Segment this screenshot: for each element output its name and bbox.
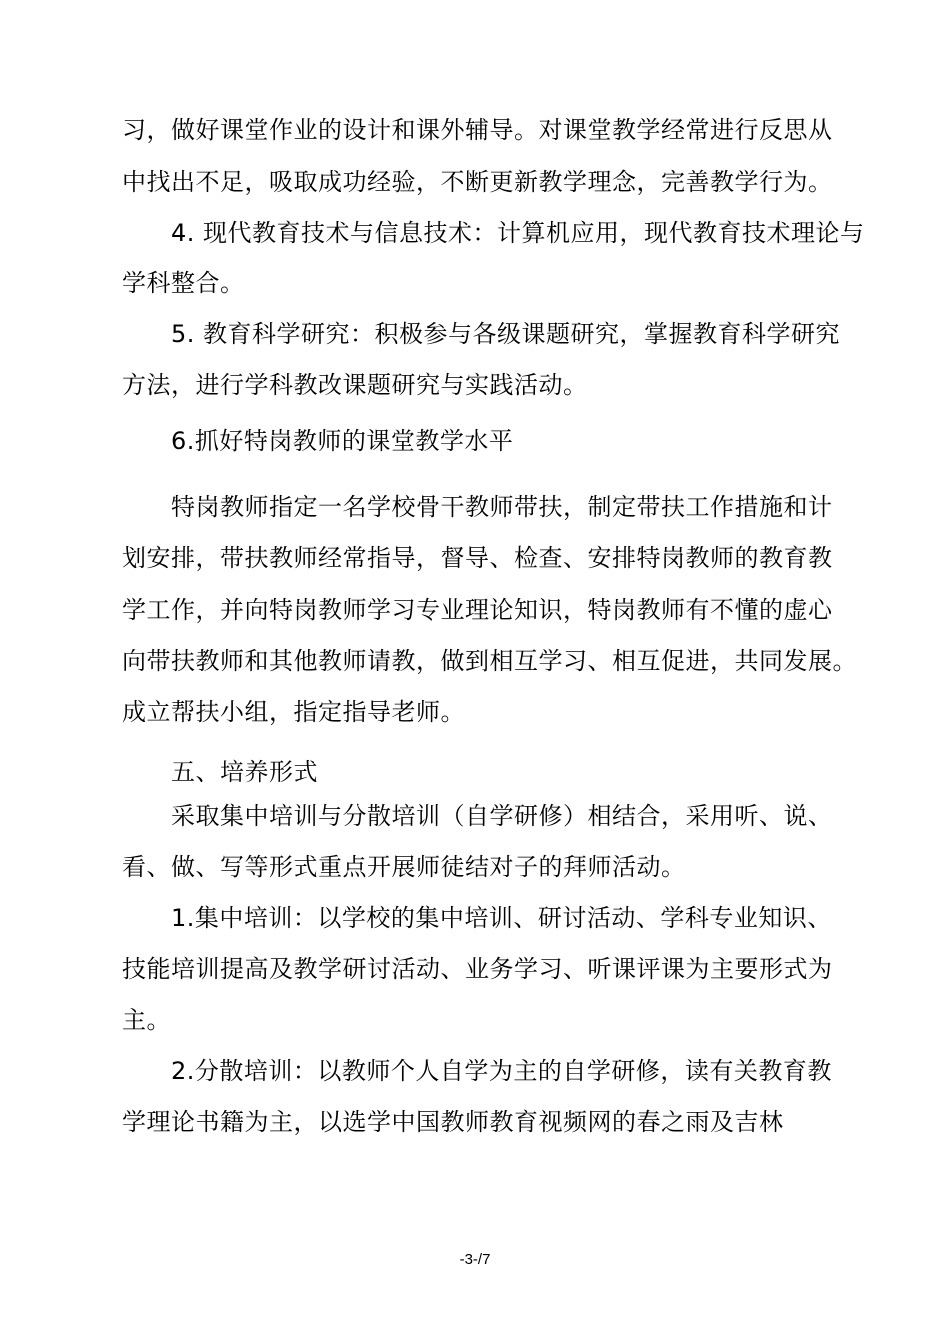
body-text-line: 划安排，带扶教师经常指导，督导、检查、安排特岗教师的教育教 [122, 544, 833, 572]
body-text-line: 5. 教育科学研究：积极参与各级课题研究，掌握教育科学研究 [171, 320, 841, 348]
body-text-line: 中找出不足，吸取成功经验，不断更新教学理念，完善教学行为。 [122, 168, 833, 196]
body-text-line: 成立帮扶小组，指定指导老师。 [122, 698, 465, 726]
body-text-line: 学工作，并向特岗教师学习专业理论知识，特岗教师有不懂的虚心 [122, 596, 833, 624]
body-text-line: 学理论书籍为主，以选学中国教师教育视频网的春之雨及吉林 [122, 1108, 784, 1136]
body-text-line: 2.分散培训：以教师个人自学为主的自学研修，读有关教育教 [171, 1057, 832, 1085]
body-text-line: 看、做、写等形式重点开展师徒结对子的拜师活动。 [122, 853, 686, 881]
page-number: -3-/7 [459, 1251, 491, 1268]
body-text-line: 习，做好课堂作业的设计和课外辅导。对课堂教学经常进行反思从 [122, 116, 833, 144]
body-text-line: 1.集中培训：以学校的集中培训、研讨活动、学科专业知识、 [171, 904, 832, 932]
body-text-line: 方法，进行学科教改课题研究与实践活动。 [122, 371, 588, 399]
body-text-line: 学科整合。 [122, 269, 245, 297]
body-text-line: 向带扶教师和其他教师请教，做到相互学习、相互促进，共同发展。 [122, 647, 857, 675]
body-text-line: 主。 [122, 1006, 171, 1034]
body-text-line: 采取集中培训与分散培训（自学研修）相结合，采用听、说、 [171, 802, 833, 830]
subheading: 6.抓好特岗教师的课堂教学水平 [171, 427, 514, 455]
body-text-line: 技能培训提高及教学研讨活动、业务学习、听课评课为主要形式为 [122, 955, 833, 983]
body-text-line: 4. 现代教育技术与信息技术：计算机应用，现代教育技术理论与 [171, 219, 865, 247]
body-text-line: 特岗教师指定一名学校骨干教师带扶，制定带扶工作措施和计 [171, 493, 833, 521]
section-heading: 五、培养形式 [171, 758, 318, 786]
